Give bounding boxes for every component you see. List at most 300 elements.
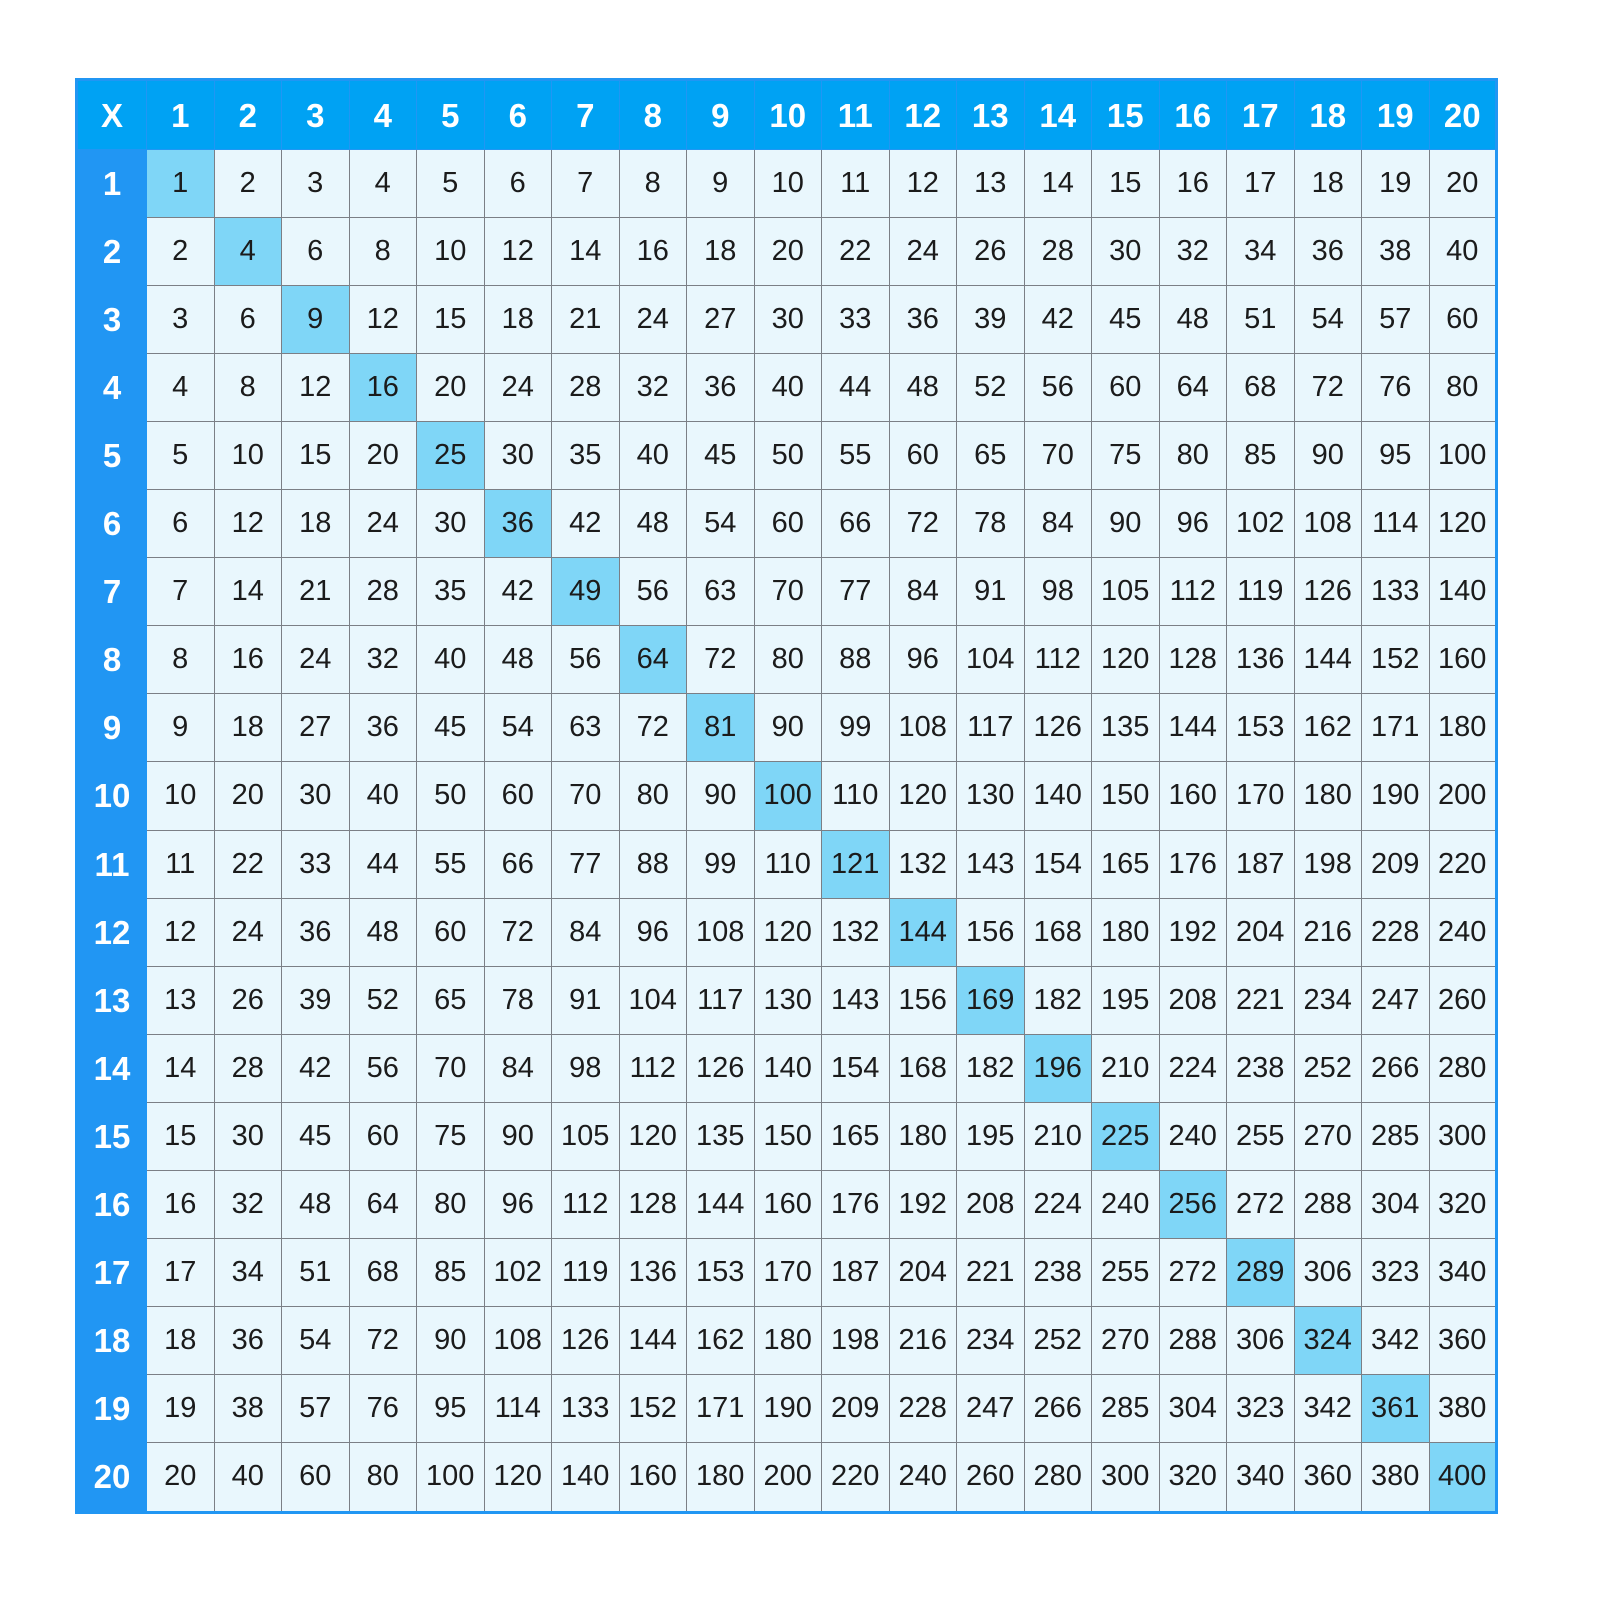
- cell-16-10: 160: [754, 1170, 822, 1238]
- cell-2-15: 30: [1092, 218, 1160, 286]
- cell-3-18: 54: [1294, 286, 1362, 354]
- cell-16-1: 16: [147, 1170, 215, 1238]
- cell-11-11: 121: [822, 830, 890, 898]
- cell-4-2: 8: [214, 354, 282, 422]
- cell-17-15: 255: [1092, 1238, 1160, 1306]
- cell-10-11: 110: [822, 762, 890, 830]
- cell-16-6: 96: [484, 1170, 552, 1238]
- cell-6-3: 18: [282, 490, 350, 558]
- cell-11-6: 66: [484, 830, 552, 898]
- cell-13-2: 26: [214, 966, 282, 1034]
- cell-18-15: 270: [1092, 1306, 1160, 1374]
- cell-8-7: 56: [552, 626, 620, 694]
- cell-18-4: 72: [349, 1306, 417, 1374]
- cell-17-16: 272: [1159, 1238, 1227, 1306]
- cell-7-15: 105: [1092, 558, 1160, 626]
- cell-18-8: 144: [619, 1306, 687, 1374]
- cell-16-16: 256: [1159, 1170, 1227, 1238]
- cell-3-9: 27: [687, 286, 755, 354]
- cell-19-12: 228: [889, 1374, 957, 1442]
- cell-13-14: 182: [1024, 966, 1092, 1034]
- cell-8-15: 120: [1092, 626, 1160, 694]
- cell-16-17: 272: [1227, 1170, 1295, 1238]
- cell-11-3: 33: [282, 830, 350, 898]
- cell-9-5: 45: [417, 694, 485, 762]
- cell-7-5: 35: [417, 558, 485, 626]
- cell-18-12: 216: [889, 1306, 957, 1374]
- cell-13-13: 169: [957, 966, 1025, 1034]
- cell-20-6: 120: [484, 1442, 552, 1512]
- cell-17-5: 85: [417, 1238, 485, 1306]
- cell-8-18: 144: [1294, 626, 1362, 694]
- cell-9-20: 180: [1429, 694, 1497, 762]
- cell-14-19: 266: [1362, 1034, 1430, 1102]
- cell-6-4: 24: [349, 490, 417, 558]
- cell-7-20: 140: [1429, 558, 1497, 626]
- cell-17-12: 204: [889, 1238, 957, 1306]
- cell-7-17: 119: [1227, 558, 1295, 626]
- cell-5-16: 80: [1159, 422, 1227, 490]
- cell-14-18: 252: [1294, 1034, 1362, 1102]
- cell-12-17: 204: [1227, 898, 1295, 966]
- cell-17-11: 187: [822, 1238, 890, 1306]
- cell-6-8: 48: [619, 490, 687, 558]
- cell-7-19: 133: [1362, 558, 1430, 626]
- cell-11-13: 143: [957, 830, 1025, 898]
- cell-11-15: 165: [1092, 830, 1160, 898]
- cell-5-13: 65: [957, 422, 1025, 490]
- cell-4-14: 56: [1024, 354, 1092, 422]
- cell-2-13: 26: [957, 218, 1025, 286]
- cell-15-18: 270: [1294, 1102, 1362, 1170]
- cell-5-11: 55: [822, 422, 890, 490]
- cell-9-14: 126: [1024, 694, 1092, 762]
- cell-13-6: 78: [484, 966, 552, 1034]
- cell-12-19: 228: [1362, 898, 1430, 966]
- cell-17-13: 221: [957, 1238, 1025, 1306]
- cell-6-11: 66: [822, 490, 890, 558]
- cell-1-17: 17: [1227, 150, 1295, 218]
- cell-2-20: 40: [1429, 218, 1497, 286]
- cell-19-16: 304: [1159, 1374, 1227, 1442]
- cell-5-8: 40: [619, 422, 687, 490]
- cell-10-10: 100: [754, 762, 822, 830]
- column-header-19: 19: [1362, 80, 1430, 150]
- cell-9-16: 144: [1159, 694, 1227, 762]
- cell-6-17: 102: [1227, 490, 1295, 558]
- cell-3-13: 39: [957, 286, 1025, 354]
- cell-16-13: 208: [957, 1170, 1025, 1238]
- cell-14-15: 210: [1092, 1034, 1160, 1102]
- cell-4-6: 24: [484, 354, 552, 422]
- cell-11-2: 22: [214, 830, 282, 898]
- column-header-10: 10: [754, 80, 822, 150]
- cell-18-2: 36: [214, 1306, 282, 1374]
- table-row: [77, 286, 1497, 354]
- cell-19-13: 247: [957, 1374, 1025, 1442]
- cell-19-19: 361: [1362, 1374, 1430, 1442]
- cell-13-1: 13: [147, 966, 215, 1034]
- cell-19-6: 114: [484, 1374, 552, 1442]
- cell-9-8: 72: [619, 694, 687, 762]
- cell-18-1: 18: [147, 1306, 215, 1374]
- cell-20-9: 180: [687, 1442, 755, 1512]
- cell-6-18: 108: [1294, 490, 1362, 558]
- cell-15-7: 105: [552, 1102, 620, 1170]
- cell-17-1: 17: [147, 1238, 215, 1306]
- cell-16-7: 112: [552, 1170, 620, 1238]
- cell-20-17: 340: [1227, 1442, 1295, 1512]
- cell-4-17: 68: [1227, 354, 1295, 422]
- column-header-3: 3: [282, 80, 350, 150]
- cell-10-2: 20: [214, 762, 282, 830]
- cell-5-6: 30: [484, 422, 552, 490]
- cell-2-8: 16: [619, 218, 687, 286]
- cell-6-7: 42: [552, 490, 620, 558]
- cell-19-1: 19: [147, 1374, 215, 1442]
- cell-9-4: 36: [349, 694, 417, 762]
- cell-11-8: 88: [619, 830, 687, 898]
- cell-7-3: 21: [282, 558, 350, 626]
- cell-3-6: 18: [484, 286, 552, 354]
- cell-19-10: 190: [754, 1374, 822, 1442]
- cell-1-15: 15: [1092, 150, 1160, 218]
- cell-1-4: 4: [349, 150, 417, 218]
- cell-13-3: 39: [282, 966, 350, 1034]
- cell-18-6: 108: [484, 1306, 552, 1374]
- cell-20-1: 20: [147, 1442, 215, 1512]
- cell-8-8: 64: [619, 626, 687, 694]
- cell-16-3: 48: [282, 1170, 350, 1238]
- row-header-20: 20: [77, 1442, 147, 1512]
- table-row: [77, 150, 1497, 218]
- cell-3-2: 6: [214, 286, 282, 354]
- column-header-1: 1: [147, 80, 215, 150]
- row-header-11: 11: [77, 830, 147, 898]
- cell-17-14: 238: [1024, 1238, 1092, 1306]
- cell-6-12: 72: [889, 490, 957, 558]
- cell-3-20: 60: [1429, 286, 1497, 354]
- cell-7-11: 77: [822, 558, 890, 626]
- cell-19-11: 209: [822, 1374, 890, 1442]
- cell-1-2: 2: [214, 150, 282, 218]
- column-header-20: 20: [1429, 80, 1497, 150]
- cell-1-12: 12: [889, 150, 957, 218]
- cell-12-18: 216: [1294, 898, 1362, 966]
- row-header-12: 12: [77, 898, 147, 966]
- cell-10-18: 180: [1294, 762, 1362, 830]
- cell-20-11: 220: [822, 1442, 890, 1512]
- cell-7-13: 91: [957, 558, 1025, 626]
- cell-20-15: 300: [1092, 1442, 1160, 1512]
- cell-1-6: 6: [484, 150, 552, 218]
- cell-3-10: 30: [754, 286, 822, 354]
- cell-7-12: 84: [889, 558, 957, 626]
- cell-9-12: 108: [889, 694, 957, 762]
- cell-15-4: 60: [349, 1102, 417, 1170]
- cell-12-15: 180: [1092, 898, 1160, 966]
- row-header-17: 17: [77, 1238, 147, 1306]
- cell-11-18: 198: [1294, 830, 1362, 898]
- cell-10-5: 50: [417, 762, 485, 830]
- cell-20-3: 60: [282, 1442, 350, 1512]
- cell-13-10: 130: [754, 966, 822, 1034]
- cell-8-10: 80: [754, 626, 822, 694]
- cell-1-13: 13: [957, 150, 1025, 218]
- cell-14-16: 224: [1159, 1034, 1227, 1102]
- cell-18-16: 288: [1159, 1306, 1227, 1374]
- cell-11-4: 44: [349, 830, 417, 898]
- table-row: [77, 354, 1497, 422]
- cell-10-19: 190: [1362, 762, 1430, 830]
- cell-16-19: 304: [1362, 1170, 1430, 1238]
- cell-6-14: 84: [1024, 490, 1092, 558]
- cell-4-16: 64: [1159, 354, 1227, 422]
- cell-8-12: 96: [889, 626, 957, 694]
- cell-2-4: 8: [349, 218, 417, 286]
- column-header-16: 16: [1159, 80, 1227, 150]
- cell-15-3: 45: [282, 1102, 350, 1170]
- cell-3-11: 33: [822, 286, 890, 354]
- cell-8-20: 160: [1429, 626, 1497, 694]
- cell-10-15: 150: [1092, 762, 1160, 830]
- cell-9-10: 90: [754, 694, 822, 762]
- cell-6-10: 60: [754, 490, 822, 558]
- cell-10-6: 60: [484, 762, 552, 830]
- table-row: [77, 1170, 1497, 1238]
- cell-7-2: 14: [214, 558, 282, 626]
- cell-18-19: 342: [1362, 1306, 1430, 1374]
- cell-14-10: 140: [754, 1034, 822, 1102]
- cell-7-9: 63: [687, 558, 755, 626]
- cell-18-9: 162: [687, 1306, 755, 1374]
- cell-19-18: 342: [1294, 1374, 1362, 1442]
- cell-11-19: 209: [1362, 830, 1430, 898]
- row-header-13: 13: [77, 966, 147, 1034]
- cell-20-20: 400: [1429, 1442, 1497, 1512]
- cell-2-2: 4: [214, 218, 282, 286]
- cell-15-12: 180: [889, 1102, 957, 1170]
- cell-10-16: 160: [1159, 762, 1227, 830]
- cell-11-10: 110: [754, 830, 822, 898]
- cell-3-19: 57: [1362, 286, 1430, 354]
- cell-7-1: 7: [147, 558, 215, 626]
- cell-6-16: 96: [1159, 490, 1227, 558]
- table-row: [77, 626, 1497, 694]
- cell-5-19: 95: [1362, 422, 1430, 490]
- cell-20-10: 200: [754, 1442, 822, 1512]
- cell-9-19: 171: [1362, 694, 1430, 762]
- cell-12-5: 60: [417, 898, 485, 966]
- cell-8-16: 128: [1159, 626, 1227, 694]
- column-header-2: 2: [214, 80, 282, 150]
- cell-2-1: 2: [147, 218, 215, 286]
- cell-8-4: 32: [349, 626, 417, 694]
- cell-14-2: 28: [214, 1034, 282, 1102]
- cell-17-17: 289: [1227, 1238, 1295, 1306]
- cell-15-16: 240: [1159, 1102, 1227, 1170]
- cell-15-11: 165: [822, 1102, 890, 1170]
- table-row: [77, 490, 1497, 558]
- cell-3-8: 24: [619, 286, 687, 354]
- cell-18-17: 306: [1227, 1306, 1295, 1374]
- cell-17-18: 306: [1294, 1238, 1362, 1306]
- cell-18-20: 360: [1429, 1306, 1497, 1374]
- cell-8-9: 72: [687, 626, 755, 694]
- cell-20-14: 280: [1024, 1442, 1092, 1512]
- cell-10-17: 170: [1227, 762, 1295, 830]
- cell-6-2: 12: [214, 490, 282, 558]
- cell-16-2: 32: [214, 1170, 282, 1238]
- cell-14-4: 56: [349, 1034, 417, 1102]
- cell-2-12: 24: [889, 218, 957, 286]
- row-header-18: 18: [77, 1306, 147, 1374]
- cell-13-8: 104: [619, 966, 687, 1034]
- cell-1-7: 7: [552, 150, 620, 218]
- cell-20-4: 80: [349, 1442, 417, 1512]
- cell-16-5: 80: [417, 1170, 485, 1238]
- cell-10-1: 10: [147, 762, 215, 830]
- column-header-7: 7: [552, 80, 620, 150]
- cell-16-15: 240: [1092, 1170, 1160, 1238]
- cell-6-5: 30: [417, 490, 485, 558]
- cell-11-5: 55: [417, 830, 485, 898]
- cell-4-20: 80: [1429, 354, 1497, 422]
- table-corner-label: X: [77, 80, 147, 150]
- column-header-5: 5: [417, 80, 485, 150]
- multiplication-table-container: [75, 78, 1495, 1514]
- cell-12-9: 108: [687, 898, 755, 966]
- cell-2-16: 32: [1159, 218, 1227, 286]
- column-header-6: 6: [484, 80, 552, 150]
- cell-10-20: 200: [1429, 762, 1497, 830]
- cell-13-11: 143: [822, 966, 890, 1034]
- cell-15-6: 90: [484, 1102, 552, 1170]
- cell-20-19: 380: [1362, 1442, 1430, 1512]
- cell-11-16: 176: [1159, 830, 1227, 898]
- cell-2-5: 10: [417, 218, 485, 286]
- cell-17-10: 170: [754, 1238, 822, 1306]
- cell-10-12: 120: [889, 762, 957, 830]
- cell-2-7: 14: [552, 218, 620, 286]
- cell-6-9: 54: [687, 490, 755, 558]
- cell-13-17: 221: [1227, 966, 1295, 1034]
- cell-17-9: 153: [687, 1238, 755, 1306]
- cell-1-18: 18: [1294, 150, 1362, 218]
- cell-15-5: 75: [417, 1102, 485, 1170]
- cell-8-14: 112: [1024, 626, 1092, 694]
- cell-4-13: 52: [957, 354, 1025, 422]
- cell-18-11: 198: [822, 1306, 890, 1374]
- cell-3-14: 42: [1024, 286, 1092, 354]
- cell-1-1: 1: [147, 150, 215, 218]
- column-header-12: 12: [889, 80, 957, 150]
- cell-9-15: 135: [1092, 694, 1160, 762]
- cell-17-4: 68: [349, 1238, 417, 1306]
- cell-14-5: 70: [417, 1034, 485, 1102]
- cell-10-8: 80: [619, 762, 687, 830]
- cell-13-5: 65: [417, 966, 485, 1034]
- table-row: [77, 1034, 1497, 1102]
- cell-13-12: 156: [889, 966, 957, 1034]
- cell-18-3: 54: [282, 1306, 350, 1374]
- cell-2-18: 36: [1294, 218, 1362, 286]
- cell-8-1: 8: [147, 626, 215, 694]
- cell-12-4: 48: [349, 898, 417, 966]
- cell-13-7: 91: [552, 966, 620, 1034]
- cell-3-3: 9: [282, 286, 350, 354]
- cell-11-17: 187: [1227, 830, 1295, 898]
- cell-12-8: 96: [619, 898, 687, 966]
- row-header-7: 7: [77, 558, 147, 626]
- table-row: [77, 898, 1497, 966]
- cell-19-8: 152: [619, 1374, 687, 1442]
- cell-17-8: 136: [619, 1238, 687, 1306]
- cell-10-3: 30: [282, 762, 350, 830]
- cell-12-16: 192: [1159, 898, 1227, 966]
- cell-3-12: 36: [889, 286, 957, 354]
- cell-10-13: 130: [957, 762, 1025, 830]
- cell-5-3: 15: [282, 422, 350, 490]
- cell-7-7: 49: [552, 558, 620, 626]
- cell-3-4: 12: [349, 286, 417, 354]
- cell-3-15: 45: [1092, 286, 1160, 354]
- cell-4-19: 76: [1362, 354, 1430, 422]
- column-header-15: 15: [1092, 80, 1160, 150]
- cell-4-11: 44: [822, 354, 890, 422]
- cell-5-2: 10: [214, 422, 282, 490]
- cell-4-7: 28: [552, 354, 620, 422]
- table-row: [77, 1306, 1497, 1374]
- cell-14-6: 84: [484, 1034, 552, 1102]
- cell-4-15: 60: [1092, 354, 1160, 422]
- cell-11-9: 99: [687, 830, 755, 898]
- cell-9-9: 81: [687, 694, 755, 762]
- table-row: [77, 1442, 1497, 1512]
- cell-5-12: 60: [889, 422, 957, 490]
- cell-15-8: 120: [619, 1102, 687, 1170]
- cell-18-18: 324: [1294, 1306, 1362, 1374]
- column-header-8: 8: [619, 80, 687, 150]
- cell-9-11: 99: [822, 694, 890, 762]
- cell-1-10: 10: [754, 150, 822, 218]
- cell-5-4: 20: [349, 422, 417, 490]
- column-header-14: 14: [1024, 80, 1092, 150]
- cell-1-11: 11: [822, 150, 890, 218]
- cell-12-2: 24: [214, 898, 282, 966]
- cell-18-5: 90: [417, 1306, 485, 1374]
- cell-15-2: 30: [214, 1102, 282, 1170]
- cell-14-17: 238: [1227, 1034, 1295, 1102]
- cell-8-19: 152: [1362, 626, 1430, 694]
- cell-20-2: 40: [214, 1442, 282, 1512]
- cell-14-3: 42: [282, 1034, 350, 1102]
- cell-4-10: 40: [754, 354, 822, 422]
- cell-9-18: 162: [1294, 694, 1362, 762]
- cell-8-2: 16: [214, 626, 282, 694]
- cell-5-14: 70: [1024, 422, 1092, 490]
- cell-14-11: 154: [822, 1034, 890, 1102]
- cell-6-6: 36: [484, 490, 552, 558]
- cell-3-5: 15: [417, 286, 485, 354]
- cell-11-20: 220: [1429, 830, 1497, 898]
- cell-16-8: 128: [619, 1170, 687, 1238]
- cell-12-10: 120: [754, 898, 822, 966]
- cell-15-15: 225: [1092, 1102, 1160, 1170]
- column-header-9: 9: [687, 80, 755, 150]
- table-row: [77, 422, 1497, 490]
- cell-8-17: 136: [1227, 626, 1295, 694]
